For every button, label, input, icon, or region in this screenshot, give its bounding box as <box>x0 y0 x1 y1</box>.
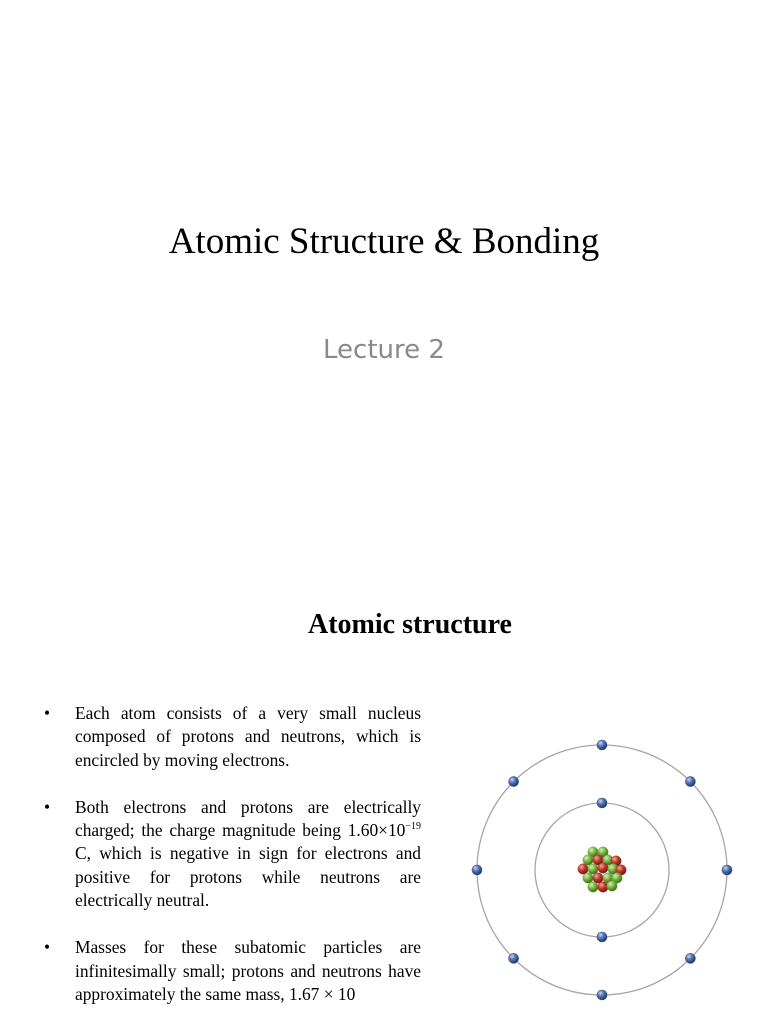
bullet-text: Masses for these subatomic particles are infinitesimally small; protons and neutrons have approximately the same mass, 1.67 × 10 <box>75 937 421 1004</box>
electron <box>509 953 519 963</box>
electron <box>509 777 519 787</box>
bullet-text-part: Both electrons and protons are electrically charged; the charge magnitude being 1.60×10 <box>75 796 421 841</box>
content-slide <box>0 576 768 1024</box>
slide-subtitle: Lecture 2 <box>323 335 445 365</box>
nucleus <box>578 847 626 892</box>
bullet-text-part: C, which is negative in sign for electrons and positive for protons while neutrons are electrically neutral. <box>75 843 421 911</box>
bullet-item <box>44 796 421 912</box>
electron <box>685 953 695 963</box>
bullet-list <box>44 702 421 1024</box>
electron <box>472 865 482 875</box>
electron <box>685 777 695 787</box>
bullet-icon: • <box>44 703 51 723</box>
bullet-text <box>75 797 421 910</box>
electron <box>597 798 607 808</box>
neutron <box>588 882 598 892</box>
proton <box>598 863 608 873</box>
exponent: −19 <box>405 821 421 833</box>
bullet-icon: • <box>44 796 51 817</box>
electron <box>722 865 732 875</box>
bullet-icon: • <box>44 937 51 958</box>
slide-title: Atomic Structure & Bonding <box>168 221 600 262</box>
electron <box>597 990 607 1000</box>
electron <box>597 932 607 942</box>
neutron <box>588 864 598 874</box>
electron <box>597 740 607 750</box>
slide-heading: Atomic structure <box>308 609 512 640</box>
bullet-text: Each atom consists of a very small nucleus composed of protons and neutrons, which is encircled by moving electrons. <box>75 703 421 770</box>
proton <box>598 882 608 892</box>
proton <box>578 864 588 874</box>
neutron <box>583 855 593 865</box>
bullet-item <box>44 702 421 772</box>
neutron <box>583 873 593 883</box>
proton <box>593 873 603 883</box>
neutron <box>607 881 617 891</box>
bullet-item <box>44 936 421 1006</box>
atom-diagram <box>466 726 738 1006</box>
